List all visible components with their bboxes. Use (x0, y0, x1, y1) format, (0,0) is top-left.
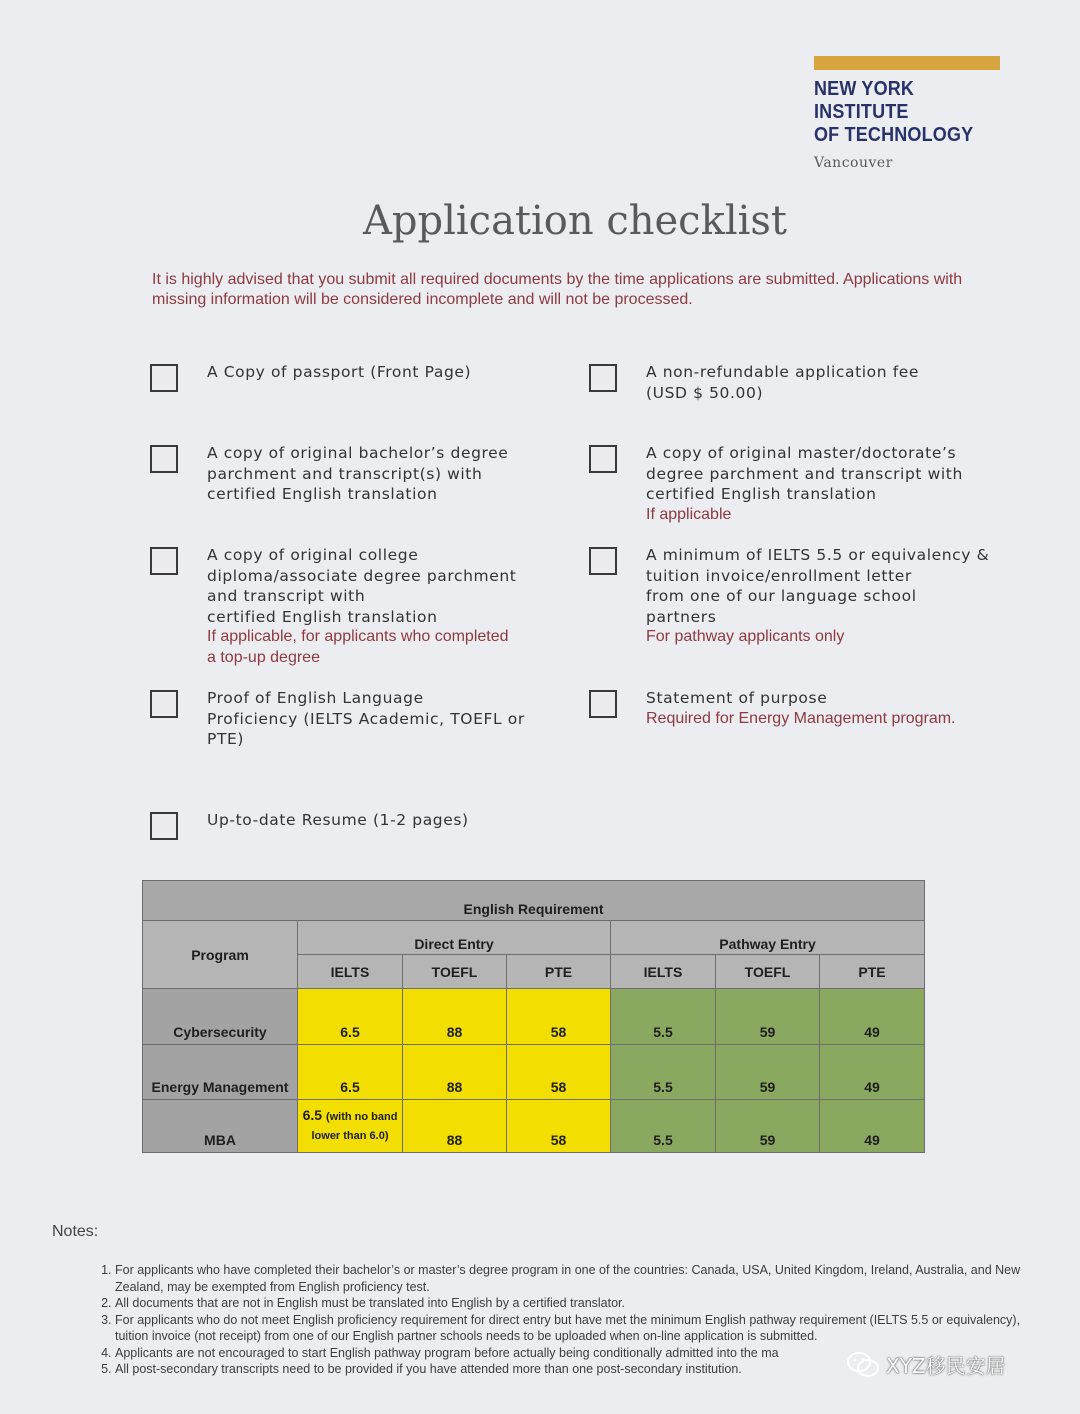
pathway-pte-value: 49 (820, 1100, 925, 1153)
checkbox[interactable] (150, 812, 178, 840)
pathway-entry-header: Pathway Entry (611, 921, 925, 955)
checkbox[interactable] (150, 364, 178, 392)
table-row (143, 989, 925, 1045)
item-label: A non-refundable application fee (USD $ 50.00) (646, 363, 920, 402)
item-note: For pathway applicants only (646, 628, 845, 645)
col-header-pte: PTE (820, 955, 925, 989)
program-name: Cybersecurity (143, 989, 298, 1045)
logo-line-1: NEW YORK INSTITUTE (814, 78, 915, 123)
table-caption: English Requirement (143, 881, 925, 921)
watermark (846, 1350, 1006, 1379)
col-header-toefl: TOEFL (403, 955, 507, 989)
item-label: Up-to-date Resume (1-2 pages) (207, 811, 469, 829)
checkbox[interactable] (150, 690, 178, 718)
direct-pte-value: 58 (507, 1100, 611, 1153)
item-note: If applicable, for applicants who completed a top-up degree (207, 628, 509, 666)
checkbox[interactable] (589, 445, 617, 473)
direct-pte-value: 58 (507, 1045, 611, 1100)
nyit-logo (814, 56, 1014, 171)
checkbox[interactable] (150, 547, 178, 575)
ielts-band-note: (with no band lower than 6.0) (311, 1111, 398, 1142)
item-label: A Copy of passport (Front Page) (207, 363, 472, 381)
note-item: 2. All documents that are not in English must be translated into English by a certified translator. (115, 1295, 1045, 1312)
program-name: Energy Management (143, 1045, 298, 1100)
col-header-toefl: TOEFL (716, 955, 820, 989)
col-header-ielts: IELTS (298, 955, 403, 989)
checkbox[interactable] (589, 690, 617, 718)
wechat-icon (846, 1351, 880, 1379)
pathway-toefl-value: 59 (716, 1100, 820, 1153)
notes-title: Notes: (52, 1223, 99, 1240)
page-title: Application checklist (362, 198, 788, 244)
item-label: A minimum of IELTS 5.5 or equivalency & tuition invoice/enrollment letter from one of our language school partners (646, 546, 990, 626)
note-item: 3. For applicants who do not meet English proficiency requirement for direct entry but have met the minimum English pathway requirement (IELTS 5.5 or equivalency), tuition invoice (not receipt) from one of our English partner schools needs to be uploaded when on-line application is submitted. (115, 1312, 1045, 1345)
item-note: If applicable (646, 505, 732, 523)
ielts-score: 6.5 (302, 1107, 323, 1123)
checkbox[interactable] (589, 547, 617, 575)
pathway-ielts-value: 5.5 (611, 1100, 716, 1153)
item-note: Required for Energy Management program. (646, 709, 956, 727)
english-requirement-table (142, 880, 925, 1153)
direct-toefl-value: 88 (403, 1045, 507, 1100)
pathway-ielts-value: 5.5 (611, 989, 716, 1045)
table-row (143, 1045, 925, 1100)
program-name: MBA (143, 1100, 298, 1153)
pathway-pte-value: 49 (820, 1045, 925, 1100)
direct-entry-header: Direct Entry (298, 921, 611, 955)
advice-text: It is highly advised that you submit all required documents by the time applications are submitted. Applications with missing information will be considered incomplete and will not be processed. (152, 271, 963, 308)
pathway-pte-value: 49 (820, 989, 925, 1045)
logo-gold-bar (814, 56, 1000, 70)
logo-line-2: OF TECHNOLOGY (814, 124, 974, 146)
col-header-ielts: IELTS (611, 955, 716, 989)
direct-ielts-value (298, 1100, 403, 1153)
direct-toefl-value: 88 (403, 1100, 507, 1153)
item-label: A copy of original bachelor’s degree parchment and transcript(s) with certified English translation (207, 444, 509, 503)
direct-pte-value: 58 (507, 989, 611, 1045)
pathway-ielts-value: 5.5 (611, 1045, 716, 1100)
note-item: 1. For applicants who have completed their bachelor’s or master’s degree program in one of the countries: Canada, USA, United Kingdom, Ireland, Australia, and New Zealand, may be exempted from English proficiency test. (115, 1262, 1045, 1295)
direct-ielts-value: 6.5 (298, 1045, 403, 1100)
item-label: A copy of original college diploma/associate degree parchment and transcript with certified English translation (207, 546, 517, 626)
item-label: Proof of English Language Proficiency (IELTS Academic, TOEFL or PTE) (207, 689, 525, 748)
note-item: 4. Applicants are not encouraged to start English pathway program before actually being conditionally admitted into the ma (115, 1345, 1045, 1362)
note-item: 5. All post-secondary transcripts need to be provided if you have attended more than one post-secondary institution. (115, 1361, 1045, 1378)
watermark-text: XYZ移民安居 (886, 1354, 1006, 1378)
item-label: Statement of purpose (646, 689, 828, 707)
checkbox[interactable] (150, 445, 178, 473)
direct-toefl-value: 88 (403, 989, 507, 1045)
direct-ielts-value: 6.5 (298, 989, 403, 1045)
pathway-toefl-value: 59 (716, 1045, 820, 1100)
checkbox[interactable] (589, 364, 617, 392)
col-header-pte: PTE (507, 955, 611, 989)
pathway-toefl-value: 59 (716, 989, 820, 1045)
logo-campus: Vancouver (814, 155, 893, 171)
table-row (143, 1100, 925, 1153)
item-label: A copy of original master/doctorate’s degree parchment and transcript with certified English translation (646, 444, 963, 503)
program-header: Program (143, 921, 298, 989)
